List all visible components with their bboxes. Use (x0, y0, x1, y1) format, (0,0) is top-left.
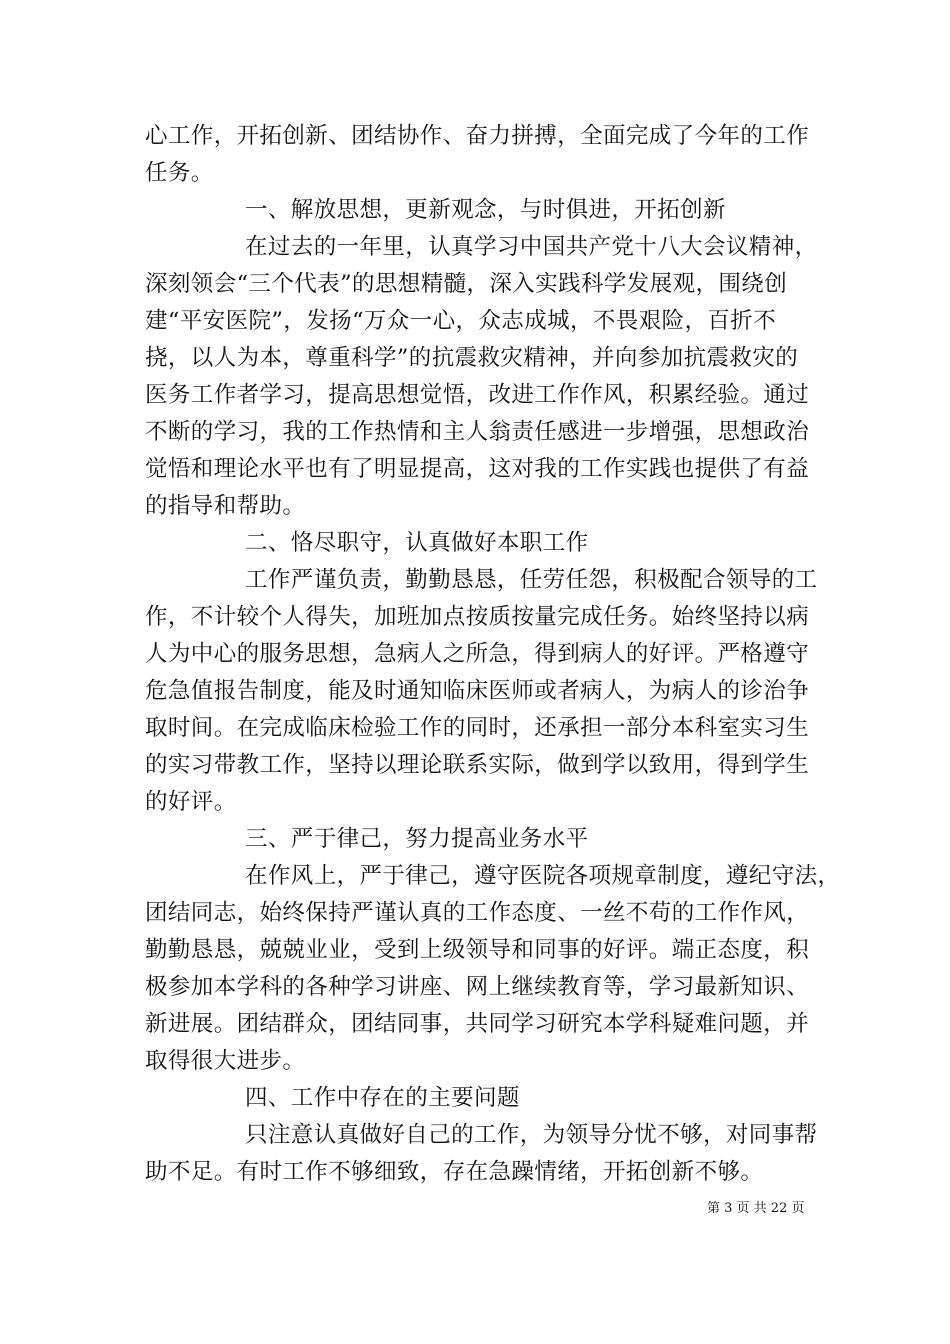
section-heading: 二、恪尽职守，认真做好本职工作 (245, 530, 589, 556)
paragraph-line: 只注意认真做好自己的工作，为领导分忧不够，对同事帮 (245, 1122, 818, 1148)
page-number: 第 3 页 共 22 页 (707, 1201, 805, 1216)
paragraph-line: 勤勤恳恳，兢兢业业，受到上级领导和同事的好评。端正态度，积 (145, 937, 810, 963)
paragraph-line: 挠，以人为本，尊重科学”的抗震救灾精神，并向参加抗震救灾的 (145, 345, 799, 371)
paragraph-line: 心工作，开拓创新、团结协作、奋力拼搏，全面完成了今年的工作 (145, 123, 810, 149)
paragraph-line: 深刻领会“三个代表”的思想精髓，深入实践科学发展观，围绕创 (145, 271, 788, 297)
paragraph-line: 极参加本学科的各种学习讲座、网上继续教育等，学习最新知识、 (145, 974, 810, 1000)
paragraph-line: 助不足。有时工作不够细致，存在急躁情绪，开拓创新不够。 (145, 1159, 764, 1185)
paragraph-line: 的实习带教工作，坚持以理论联系实际，做到学以致用，得到学生 (145, 752, 810, 778)
paragraph-line: 觉悟和理论水平也有了明显提高，这对我的工作实践也提供了有益 (145, 456, 810, 482)
paragraph-line: 在过去的一年里，认真学习中国共产党十八大会议精神， (245, 234, 818, 260)
paragraph-line: 的好评。 (145, 789, 237, 815)
paragraph-line: 任务。 (145, 160, 214, 186)
section-heading: 一、解放思想，更新观念，与时俱进，开拓创新 (245, 197, 726, 223)
document-body (145, 118, 841, 1191)
paragraph-line: 人为中心的服务思想，急病人之所急，得到病人的好评。严格遵守 (145, 641, 810, 667)
paragraph-line: 新进展。团结群众，团结同事，共同学习研究本学科疑难问题，并 (145, 1011, 810, 1037)
paragraph-line: 团结同志，始终保持严谨认真的工作态度、一丝不苟的工作作风， (145, 900, 810, 926)
section-heading: 四、工作中存在的主要问题 (245, 1085, 520, 1111)
paragraph-line: 在作风上，严于律己，遵守医院各项规章制度，遵纪守法， (245, 863, 841, 889)
paragraph-line: 建“平安医院”，发扬“万众一心，众志成城，不畏艰险，百折不 (145, 308, 777, 334)
section-heading: 三、严于律己，努力提高业务水平 (245, 826, 589, 852)
paragraph-line: 医务工作者学习，提高思想觉悟，改进工作作风，积累经验。通过 (145, 382, 810, 408)
paragraph-line: 取得很大进步。 (145, 1048, 306, 1074)
paragraph-line: 作，不计较个人得失，加班加点按质按量完成任务。始终坚持以病 (145, 604, 810, 630)
paragraph-line: 的指导和帮助。 (145, 493, 306, 519)
paragraph-line: 工作严谨负责，勤勤恳恳，任劳任怨，积极配合领导的工 (245, 567, 818, 593)
paragraph-line: 危急值报告制度，能及时通知临床医师或者病人，为病人的诊治争 (145, 678, 810, 704)
paragraph-line: 不断的学习，我的工作热情和主人翁责任感进一步增强，思想政治 (145, 419, 810, 445)
paragraph-line: 取时间。在完成临床检验工作的同时，还承担一部分本科室实习生 (145, 715, 810, 741)
